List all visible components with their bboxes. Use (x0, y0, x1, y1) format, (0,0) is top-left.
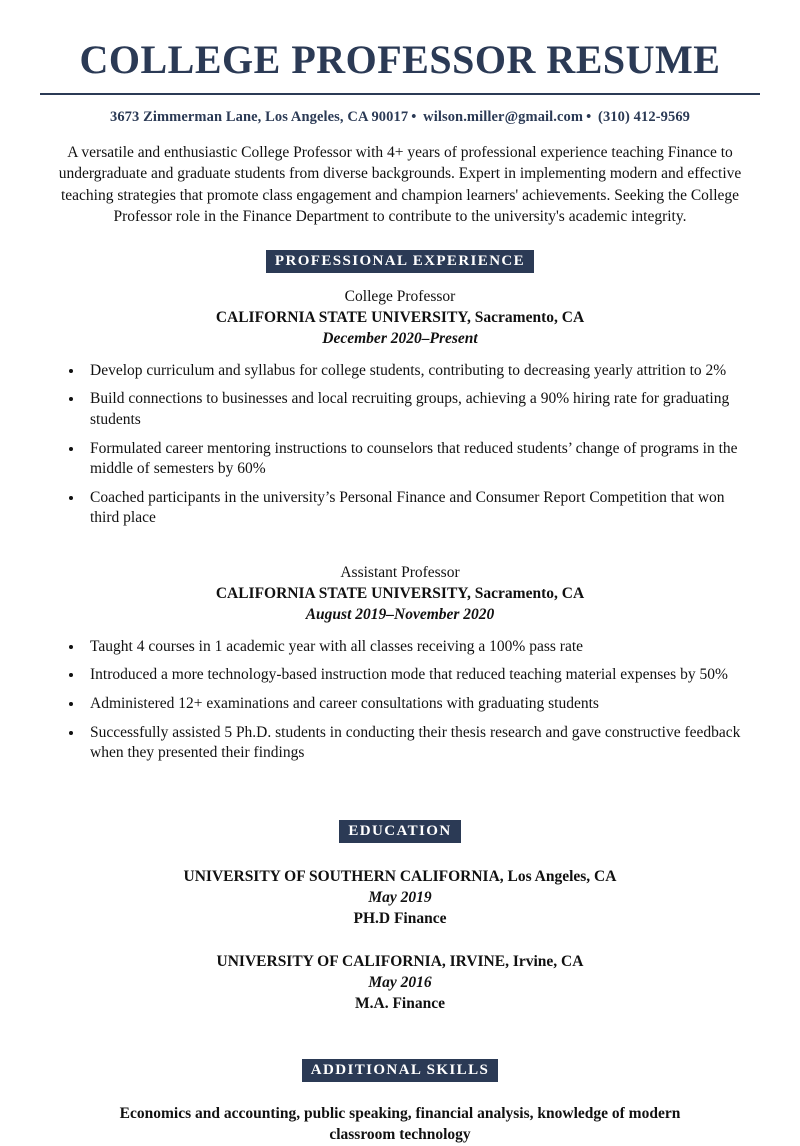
job-title: Assistant Professor (340, 564, 460, 582)
list-item (40, 637, 760, 658)
contact-address: 3673 Zimmerman Lane, Los Angeles, CA 90017 (109, 109, 409, 125)
list-item (40, 389, 760, 430)
list-item (40, 488, 760, 529)
contact-separator-1: • (411, 109, 417, 125)
bullet-text: Formulated career mentoring instructions to counselors that reduced students’ change of programs in the middle of semesters by 60% (90, 439, 738, 478)
education-date: May 2019 (368, 889, 432, 907)
job-bullet-list (40, 637, 760, 764)
education-entry (40, 952, 760, 1015)
section-header-experience (40, 250, 760, 274)
list-item (40, 439, 760, 480)
section-header-education (40, 820, 760, 844)
bullet-text: Introduced a more technology-based instruction mode that reduced teaching material expenses by 50% (90, 666, 728, 684)
skills-text: Economics and accounting, public speaking, financial analysis, knowledge of modern classroom technology (119, 1105, 681, 1144)
job-dates: December 2020–Present (322, 329, 478, 347)
bullet-dot-icon (69, 397, 73, 401)
bullet-text: Successfully assisted 5 Ph.D. students in conducting their thesis research and gave constructive feedback when they presented their findings (90, 723, 741, 762)
bullet-dot-icon (69, 496, 73, 500)
list-item (40, 361, 760, 382)
education-school: UNIVERSITY OF SOUTHERN CALIFORNIA, Los Angeles, CA (183, 868, 617, 886)
bullet-dot-icon (69, 447, 73, 451)
bullet-dot-icon (69, 645, 73, 649)
bullet-text: Build connections to businesses and local recruiting groups, achieving a 90% hiring rate for graduating students (90, 390, 730, 428)
section-heading-label: PROFESSIONAL EXPERIENCE (266, 250, 534, 274)
education-school: UNIVERSITY OF CALIFORNIA, IRVINE, Irvine, CA (216, 953, 584, 971)
section-spacer (40, 772, 760, 798)
job-company: CALIFORNIA STATE UNIVERSITY, Sacramento, CA (215, 584, 585, 602)
education-degree: M.A. Finance (355, 994, 445, 1012)
contact-email[interactable]: wilson.miller@gmail.com (423, 109, 584, 125)
bullet-text: Develop curriculum and syllabus for college students, contributing to decreasing yearly attrition to 2% (90, 361, 727, 379)
bullet-text: Coached participants in the university’s Personal Finance and Consumer Report Competition that won third place (90, 488, 725, 527)
contact-phone[interactable]: (310) 412-9569 (598, 109, 691, 125)
list-item (40, 665, 760, 686)
bullet-text: Taught 4 courses in 1 academic year with all classes receiving a 100% pass rate (90, 637, 584, 655)
job-company: CALIFORNIA STATE UNIVERSITY, Sacramento, CA (215, 308, 585, 326)
bullet-dot-icon (69, 369, 73, 373)
section-heading-label: ADDITIONAL SKILLS (302, 1059, 498, 1083)
job-bullet-list (40, 361, 760, 529)
section-spacer (40, 1015, 760, 1037)
list-item (40, 694, 760, 715)
job-title: College Professor (344, 288, 456, 305)
bullet-dot-icon (69, 673, 73, 677)
bullet-text: Administered 12+ examinations and career consultations with graduating students (90, 695, 599, 713)
contact-line (40, 109, 760, 126)
section-heading-label: EDUCATION (339, 820, 460, 844)
education-degree: PH.D Finance (353, 910, 447, 928)
header-divider (40, 93, 760, 95)
education-date: May 2016 (368, 974, 432, 992)
section-header-skills (40, 1059, 760, 1083)
job-dates: August 2019–November 2020 (305, 605, 495, 623)
list-item (40, 723, 760, 764)
bullet-dot-icon (69, 702, 73, 706)
contact-separator-2: • (586, 109, 592, 125)
education-entry (40, 867, 760, 930)
experience-entry (40, 563, 760, 764)
experience-entry (40, 287, 760, 529)
page-title: COLLEGE PROFESSOR RESUME (79, 37, 721, 82)
summary-paragraph: A versatile and enthusiastic College Professor with 4+ years of professional experience teaching Finance to undergraduate and graduate students from diverse backgrounds. Expert in implementing modern and effective teaching strategies that promote class engagement and champion learners' achievements. Seeking the College Professor role in the Finance Department to contribute to the university's academic integrity. (58, 144, 742, 226)
bullet-dot-icon (69, 731, 73, 735)
